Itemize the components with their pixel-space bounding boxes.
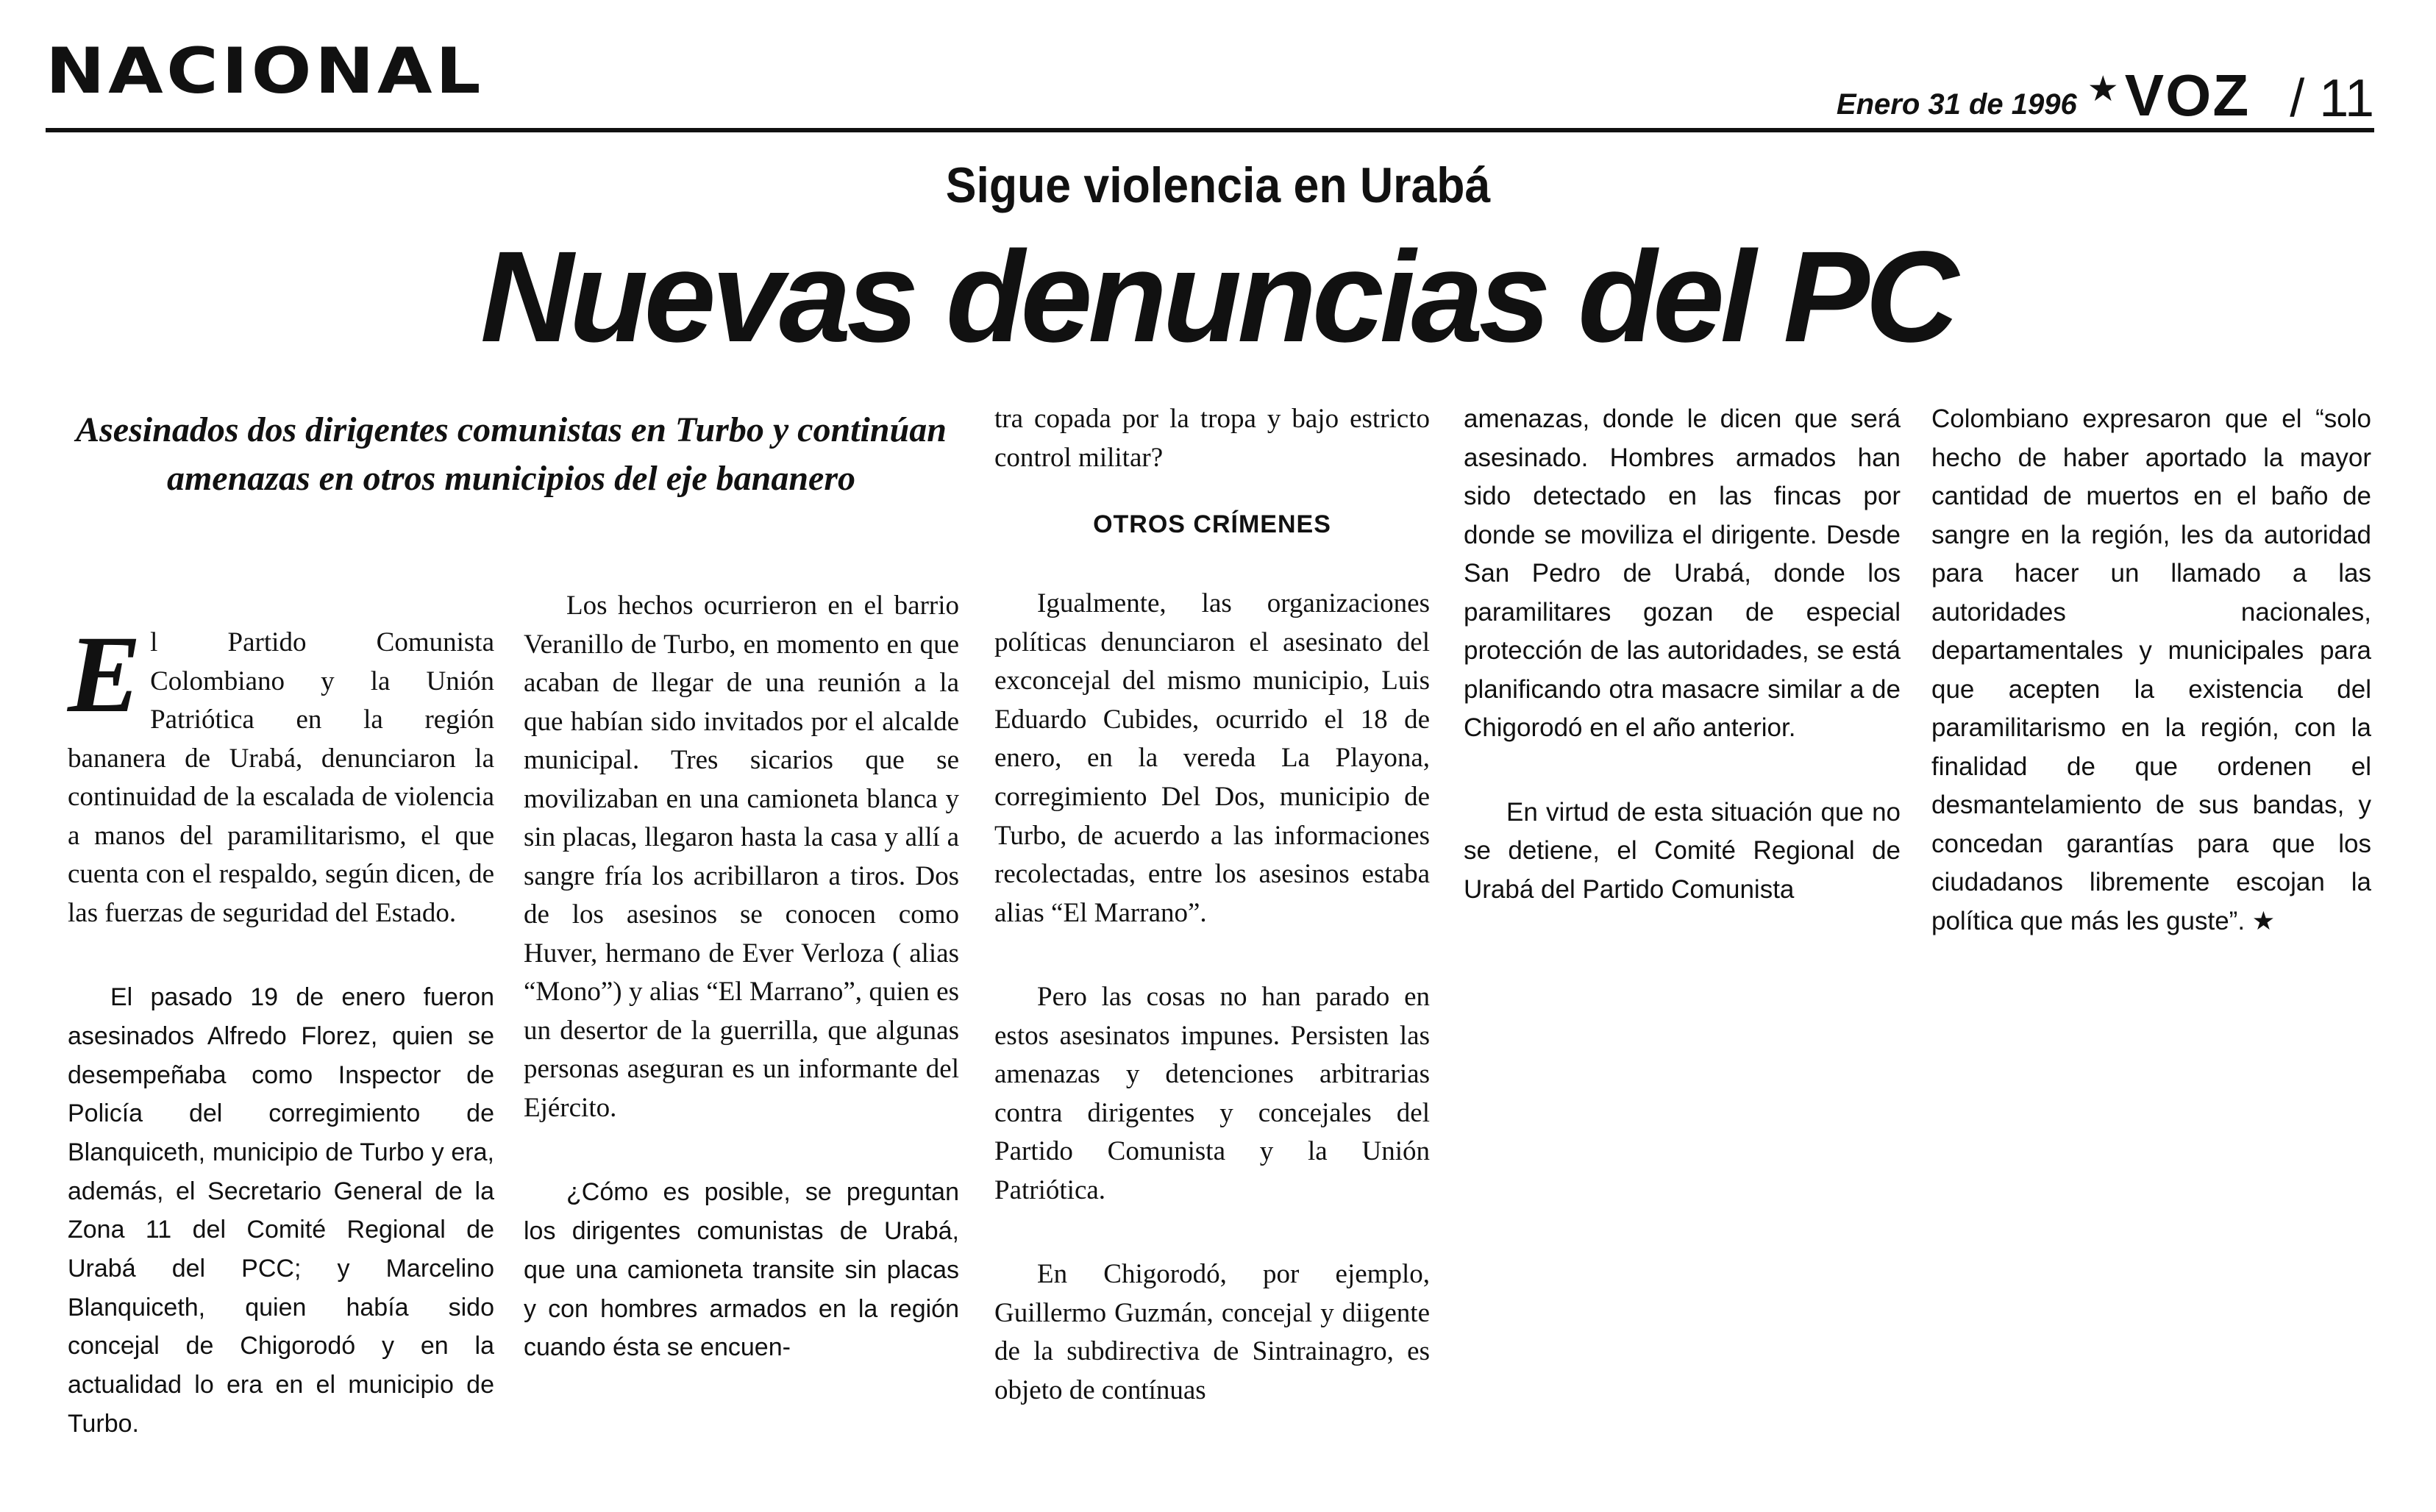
star-icon: ★ bbox=[2087, 70, 2119, 109]
column-3 bbox=[994, 400, 1430, 1455]
paragraph-9: amenazas, donde le dicen que será asesinado. Hombres armados han sido detectado en las fincas por donde se moviliza el dirigente. Desde San Pedro de Urabá, donde los paramilitares gozan de especial protección de las autoridades, se está planificando otra masacre similar a de Chigorodó en el año anterior. bbox=[1464, 404, 1901, 742]
paragraph-11-text: Colombiano expresaron que el “solo hecho de haber aportado la mayor cantidad de muertos en el baño de sangre en la región, les da autoridad para hacer un llamado a las autoridades nacionales, departamentales y municipales para que acepten la existencia del paramilitarismo en la región, con la finalidad de que ordenen el desmantelamiento de sus bandas, y concedan garantías para que los ciudadanos libremente escojan la política que más les guste”. bbox=[1931, 404, 2371, 935]
end-star-icon: ★ bbox=[2251, 906, 2276, 936]
masthead-rule bbox=[46, 128, 2374, 132]
issue-info bbox=[1836, 63, 2374, 128]
paragraph-6: Igualmente, las organizaciones políticas denunciaron el asesinato del exconcejal del mismo municipio, Luis Eduardo Cubides, ocurrido el 18 de enero, en la vereda La Playona, corregimiento Del Dos, municipio de Turbo, de acuerdo a las informaciones recolectadas, entre los asesinos estaba alias “El Marrano”. bbox=[994, 588, 1430, 928]
kicker: Sigue violencia en Urabá bbox=[945, 157, 1491, 213]
paragraph-1-text: l Partido Comunista Colombiano y la Unión Patriótica en la región bananera de Urabá, denunciaron la continuidad de la escalada de violencia a manos del paramilitarismo, el que cuenta con el respaldo, según dicen, de las fuerzas de seguridad del Estado. bbox=[68, 627, 494, 928]
paragraph-2: El pasado 19 de enero fueron asesinados Alfredo Florez, quien se desempeñaba como Inspector de Policía del corregimiento de Blanquiceth, municipio de Turbo y era, además, el Secretario General de la Zona 11 del Comité Regional de Urabá del PCC; y Marcelino Blanquiceth, quien había sido concejal de Chigorodó y en la actualidad lo era en el municipio de Turbo. bbox=[68, 983, 494, 1438]
drop-cap: E bbox=[68, 613, 142, 735]
subhead: OTROS CRÍMENES bbox=[1093, 510, 1331, 539]
paragraph-8: En Chigorodó, por ejemplo, Guillermo Guzmán, concejal y diigente de la subdirectiva de Sintrainagro, es objeto de contínuas bbox=[994, 1259, 1430, 1405]
paragraph-3: Los hechos ocurrieron en el barrio Veranillo de Turbo, en momento en que acaban de llegar de una reunión a la que habían sido invitados por el alcalde municipal. Tres sicarios que se movilizaban en una camioneta blanca y sin placas, llegaron hasta la casa y allí a sangre fría los acribillaron a tiros. Dos de los asesinos se conocen como Huver, hermano de Ever Verloza ( alias “Mono”) y alias “El Marrano”, quien es un desertor de la guerrilla, que algunas personas aseguran es un informante del Ejército. bbox=[524, 591, 959, 1123]
paragraph-10: En virtud de esta situación que no se detiene, el Comité Regional de Urabá del Partido Comunista bbox=[1464, 797, 1901, 904]
paragraph-11 bbox=[1931, 400, 2371, 941]
paragraph-5: tra copada por la tropa y bajo estricto control militar? bbox=[994, 404, 1430, 473]
paragraph-7: Pero las cosas no han parado en estos asesinatos impunes. Persisten las amenazas y detenciones arbitrarias contra dirigentes y concejales del Partido Comunista y la Unión Patriótica. bbox=[994, 982, 1430, 1205]
headline: Nuevas denuncias del PC bbox=[480, 225, 1955, 369]
paragraph-1 bbox=[68, 613, 494, 932]
page-number: / 11 bbox=[2290, 69, 2374, 128]
column-5 bbox=[1931, 400, 2371, 986]
column-1 bbox=[68, 613, 494, 1489]
section-name: NACIONAL bbox=[46, 35, 484, 108]
paragraph-4: ¿Cómo es posible, se preguntan los dirigentes comunistas de Urabá, que una camioneta transite sin placas y con hombres armados en la región cuando ésta se encuen- bbox=[524, 1178, 959, 1362]
column-2 bbox=[524, 587, 959, 1413]
deck: Asesinados dos dirigentes comunistas en Turbo y continúan amenazas en otros municipios del eje bananero bbox=[76, 410, 947, 499]
column-4 bbox=[1464, 400, 1901, 955]
issue-date: Enero 31 de 1996 bbox=[1836, 88, 2077, 121]
publication-name: VOZ bbox=[2124, 63, 2251, 128]
